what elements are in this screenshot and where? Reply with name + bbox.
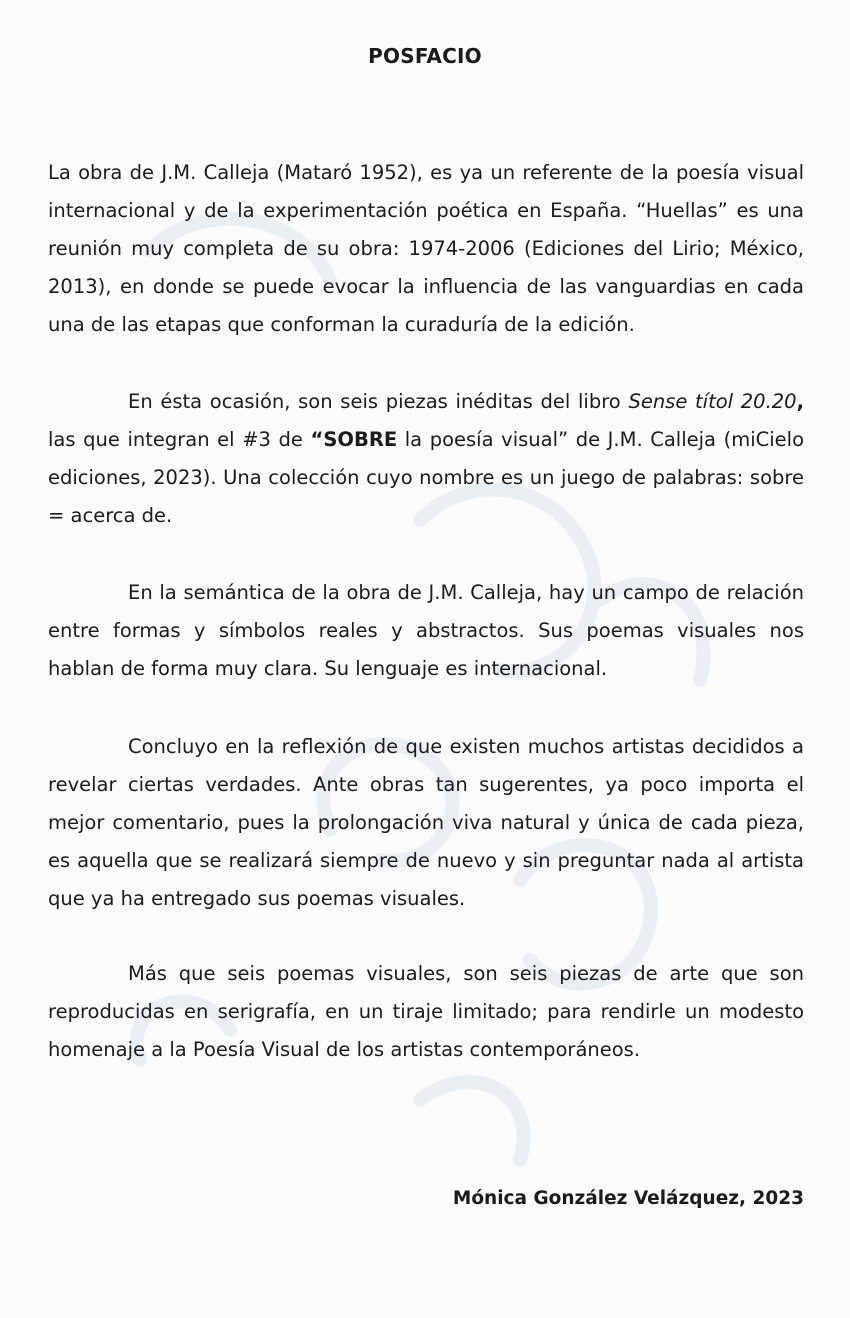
paragraph-semantics (48, 574, 804, 688)
paragraph-intro-text: La obra de J.M. Calleja (Mataró 1952), es ya un referente de la poesía visual internacional y de la experimentación poética en España. “Huellas” es una reunión muy completa de su obra: 1974-2006 (Ediciones del Lirio; México, 2013), en donde se puede evocar la influencia de las vanguardias en cada una de las etapas que conforman la curaduría de la edición. (48, 161, 804, 336)
paragraph-intro (48, 154, 804, 344)
author-signature: Mónica González Velázquez, 2023 (452, 1188, 804, 1209)
paragraph-occasion-lead: En ésta ocasión, son seis piezas inéditas del libro (128, 390, 629, 413)
paragraph-conclusion (48, 728, 804, 918)
series-title-rest: la poesía visual” (397, 428, 569, 451)
page-title: POSFACIO (368, 44, 482, 68)
paragraph-occasion-middle: las que integran el #3 de (48, 428, 311, 451)
book-title-comma: , (796, 390, 805, 413)
series-title-bold: “SOBRE (310, 428, 398, 451)
paragraph-occasion (48, 383, 804, 535)
book-title: Sense títol 20.20 (628, 390, 797, 413)
paragraph-conclusion-text: Concluyo en la reflexión de que existen muchos artistas decididos a revelar ciertas verdades. Ante obras tan sugerentes, ya poco importa el mejor comentario, pues la prolongación viva natural y única de cada pieza, es aquella que se realizará siempre de nuevo y sin preguntar nada al artista que ya ha entregado sus poemas visuales. (48, 735, 804, 910)
paragraph-closing-text: Más que seis poemas visuales, son seis piezas de arte que son reproducidas en serigrafía, en un tiraje limitado; para rendirle un modesto homenaje a la Poesía Visual de los artistas contemporáneos. (48, 962, 804, 1061)
paragraph-occasion-end: de J.M. Calleja (miCielo ediciones, 2023). Una colección cuyo nombre es un juego de palabras: sobre = acerca de. (48, 428, 804, 527)
paragraph-semantics-text: En la semántica de la obra de J.M. Calleja, hay un campo de relación entre formas y símbolos reales y abstractos. Sus poemas visuales nos hablan de forma muy clara. Su lenguaje es internacional. (48, 581, 804, 680)
paragraph-closing (48, 955, 804, 1069)
